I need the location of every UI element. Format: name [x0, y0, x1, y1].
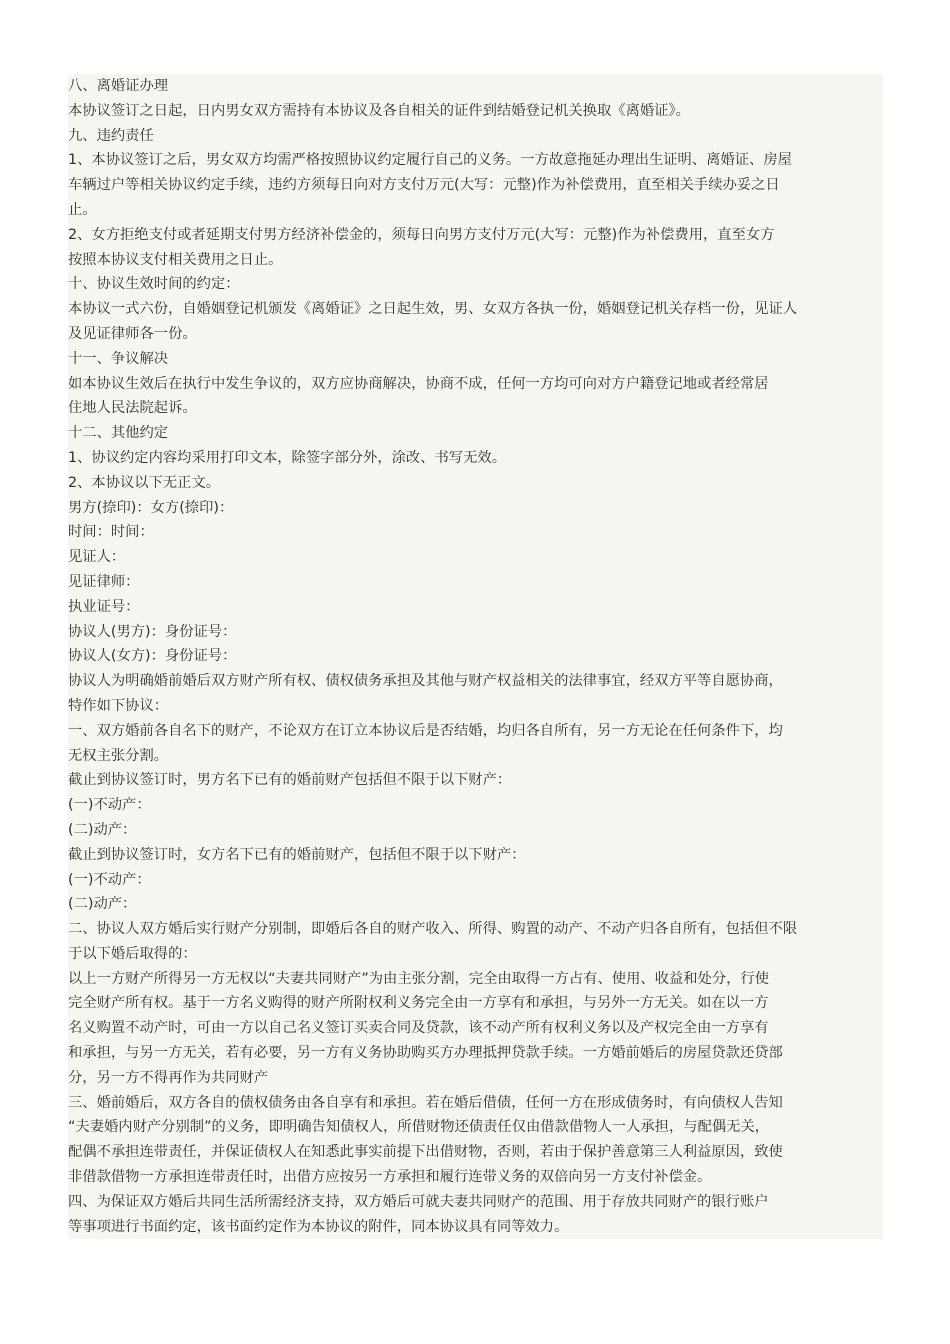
text-line: 二、协议人双方婚后实行财产分别制，即婚后各自的财产收入、所得、购置的动产、不动产归各自所有，包括但不限	[68, 921, 798, 938]
text-line: 配偶不承担连带责任，并保证债权人在知悉此事实前提下出借财物，否则，若由于保护善意第三人利益原因，致使	[68, 1144, 783, 1161]
text-line: 等事项进行书面约定，该书面约定作为本协议的附件，同本协议具有同等效力。	[68, 1218, 569, 1235]
text-line: 住地人民法院起诉。	[68, 400, 197, 417]
text-line: 1、本协议签订之后，男女双方均需严格按照协议约定履行自己的义务。一方故意拖延办理出生证明、离婚证、房屋	[68, 152, 792, 169]
text-line: (一)不动产：	[68, 871, 151, 888]
text-line: (一)不动产：	[68, 797, 151, 814]
text-line: 特作如下协议：	[68, 697, 169, 714]
text-line: 见证律师：	[68, 573, 140, 590]
text-line: 如本协议生效后在执行中发生争议的，双方应协商解决，协商不成，任何一方均可向对方户籍登记地或者经常居	[68, 375, 769, 392]
text-line: 名义购置不动产时，可由一方以自己名义签订买卖合同及贷款，该不动产所有权利义务以及产权完全由一方享有	[68, 1020, 769, 1037]
text-line: 一、双方婚前各自名下的财产，不论双方在订立本协议后是否结婚，均归各自所有，另一方无论在任何条件下，均	[68, 722, 783, 739]
text-line: 非借款借物一方承担连带责任时，出借方应按另一方承担和履行连带义务的双倍向另一方支付补偿金。	[68, 1169, 712, 1186]
text-line: 执业证号：	[68, 598, 140, 615]
text-line: 截止到协议签订时，女方名下已有的婚前财产，包括但不限于以下财产：	[68, 846, 526, 863]
text-line: (二)动产：	[68, 821, 137, 838]
text-line: 八、离婚证办理	[68, 78, 169, 94]
text-line: 以上一方财产所得另一方无权以“夫妻共同财产”为由主张分割，完全由取得一方占有、使用、收益和处分，行使	[68, 970, 770, 987]
text-line: 本协议签订之日起，日内男女双方需持有本协议及各自相关的证件到结婚登记机关换取《离婚证》。	[68, 102, 690, 119]
text-line: 截止到协议签订时，男方名下已有的婚前财产包括但不限于以下财产：	[68, 772, 512, 789]
text-line: 协议人为明确婚前婚后双方财产所有权、债权债务承担及其他与财产权益相关的法律事宜，经双方平等自愿协商，	[68, 673, 783, 690]
text-line: 时间：时间：	[68, 524, 154, 541]
document-page	[68, 74, 883, 1239]
text-line: 九、违约责任	[68, 127, 154, 144]
text-line: 十二、其他约定	[68, 425, 169, 442]
text-line: 分，另一方不得再作为共同财产	[68, 1069, 269, 1086]
text-line: 完全财产所有权。基于一方名义购得的财产所附权利义务完全由一方享有和承担，与另外一方无关。如在以一方	[68, 995, 769, 1012]
text-line: 男方(捺印)：女方(捺印)：	[68, 499, 234, 516]
text-line: 本协议一式六份，自婚姻登记机颁发《离婚证》之日起生效，男、女双方各执一份，婚姻登记机关存档一份，见证人	[68, 301, 798, 318]
text-line: 及见证律师各一份。	[68, 325, 197, 342]
text-line: 止。	[68, 201, 97, 218]
text-line: 车辆过户等相关协议约定手续，违约方须每日向对方支付万元(大写：元整)作为补偿费用，直至相关手续办妥之日	[68, 177, 780, 194]
text-line: 按照本协议支付相关费用之日止。	[68, 251, 283, 268]
text-line: 和承担，与另一方无关，若有必要，另一方有义务协助购买方办理抵押贷款手续。一方婚前婚后的房屋贷款还贷部	[68, 1045, 783, 1062]
text-line: “夫妻婚内财产分别制”的义务，即明确告知债权人，所借财物还债责任仅由借款借物人一人承担，与配偶无关，	[68, 1119, 770, 1136]
text-line: 十一、争议解决	[68, 350, 169, 367]
text-line: 十、协议生效时间的约定：	[68, 276, 240, 293]
text-line: 协议人(女方)：身份证号：	[68, 648, 237, 665]
text-line: 协议人(男方)：身份证号：	[68, 623, 237, 640]
text-line: 2、本协议以下无正文。	[68, 474, 221, 491]
text-line: 于以下婚后取得的：	[68, 945, 197, 962]
text-line: 见证人：	[68, 549, 126, 566]
text-line: 1、协议约定内容均采用打印文本，除签字部分外，涂改、书写无效。	[68, 449, 506, 466]
text-line: 三、婚前婚后，双方各自的债权债务由各自享有和承担。若在婚后借债，任何一方在形成债务时，有向债权人告知	[68, 1094, 783, 1111]
text-line: (二)动产：	[68, 896, 137, 913]
text-line: 四、为保证双方婚后共同生活所需经济支持，双方婚后可就夫妻共同财产的范围、用于存放共同财产的银行账户	[68, 1193, 769, 1210]
text-line: 2、女方拒绝支付或者延期支付男方经济补偿金的，须每日向男方支付万元(大写：元整)作为补偿费用，直至女方	[68, 226, 775, 243]
text-line: 无权主张分割。	[68, 747, 169, 764]
